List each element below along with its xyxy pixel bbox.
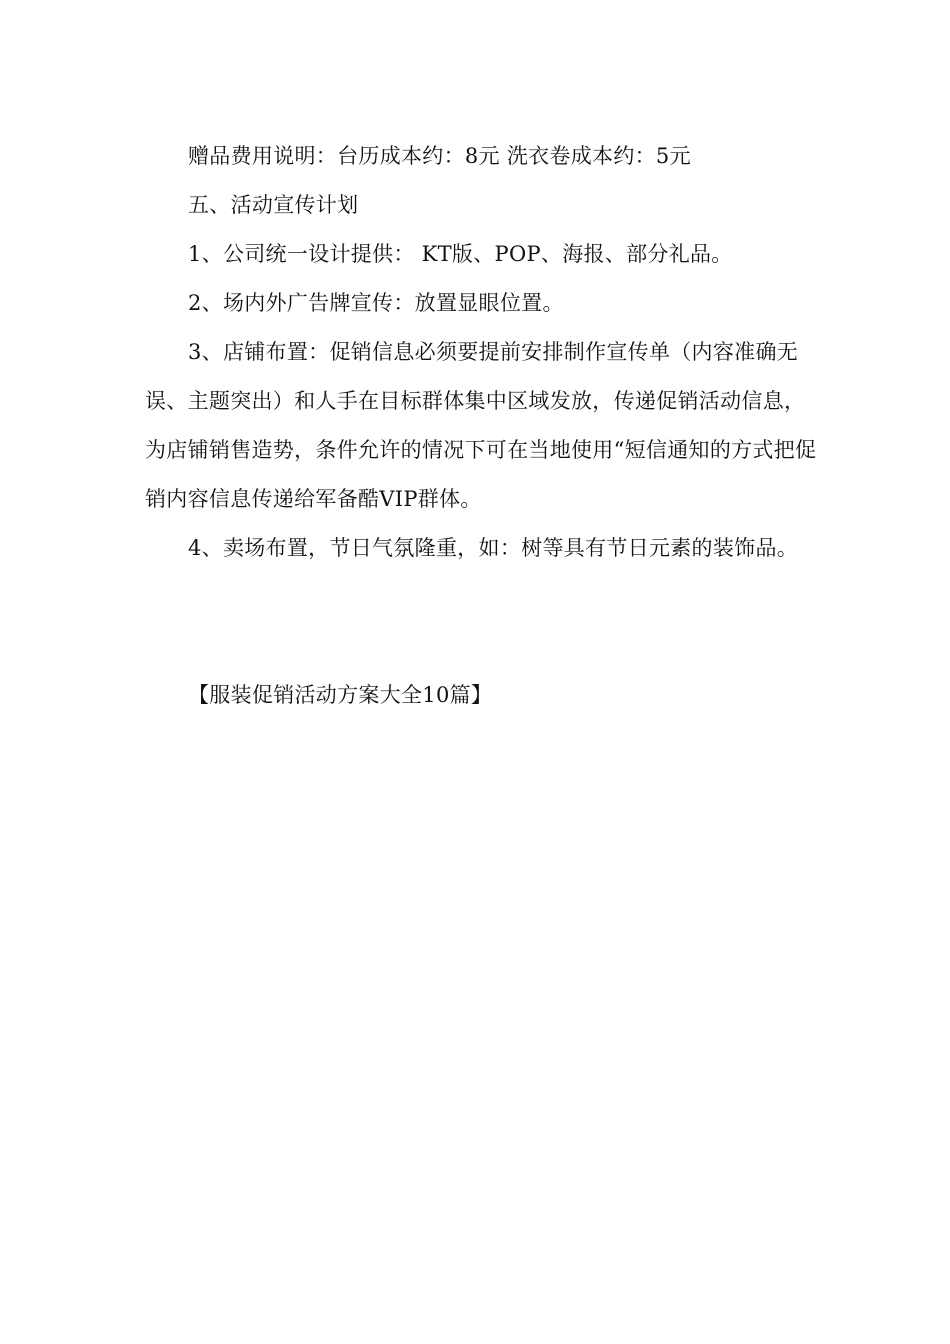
- promotion-item-3: 3、店铺布置：促销信息必须要提前安排制作宣传单（内容准确无误、主题突出）和人手在目标群体集中区域发放，传递促销活动信息，为店铺销售造势，条件允许的情况下可在当地使用“短信通知的方式把促销内容信息传递给军备酷VIP群体。: [145, 340, 817, 511]
- section-heading-promotion-plan: 五、活动宣传计划: [188, 193, 359, 217]
- section-spacer: [145, 573, 825, 671]
- document-body: [145, 132, 825, 720]
- gift-cost-paragraph: 赠品费用说明：台历成本约：8元 洗衣卷成本约：5元: [188, 144, 691, 168]
- promotion-item-1: 1、公司统一设计提供： KT版、POP、海报、部分礼品。: [188, 242, 733, 266]
- footer-title: 【服装促销活动方案大全10篇】: [188, 683, 493, 707]
- promotion-item-2: 2、场内外广告牌宣传：放置显眼位置。: [188, 291, 564, 315]
- promotion-item-4: 4、卖场布置，节日气氛隆重，如：树等具有节日元素的装饰品。: [188, 536, 799, 560]
